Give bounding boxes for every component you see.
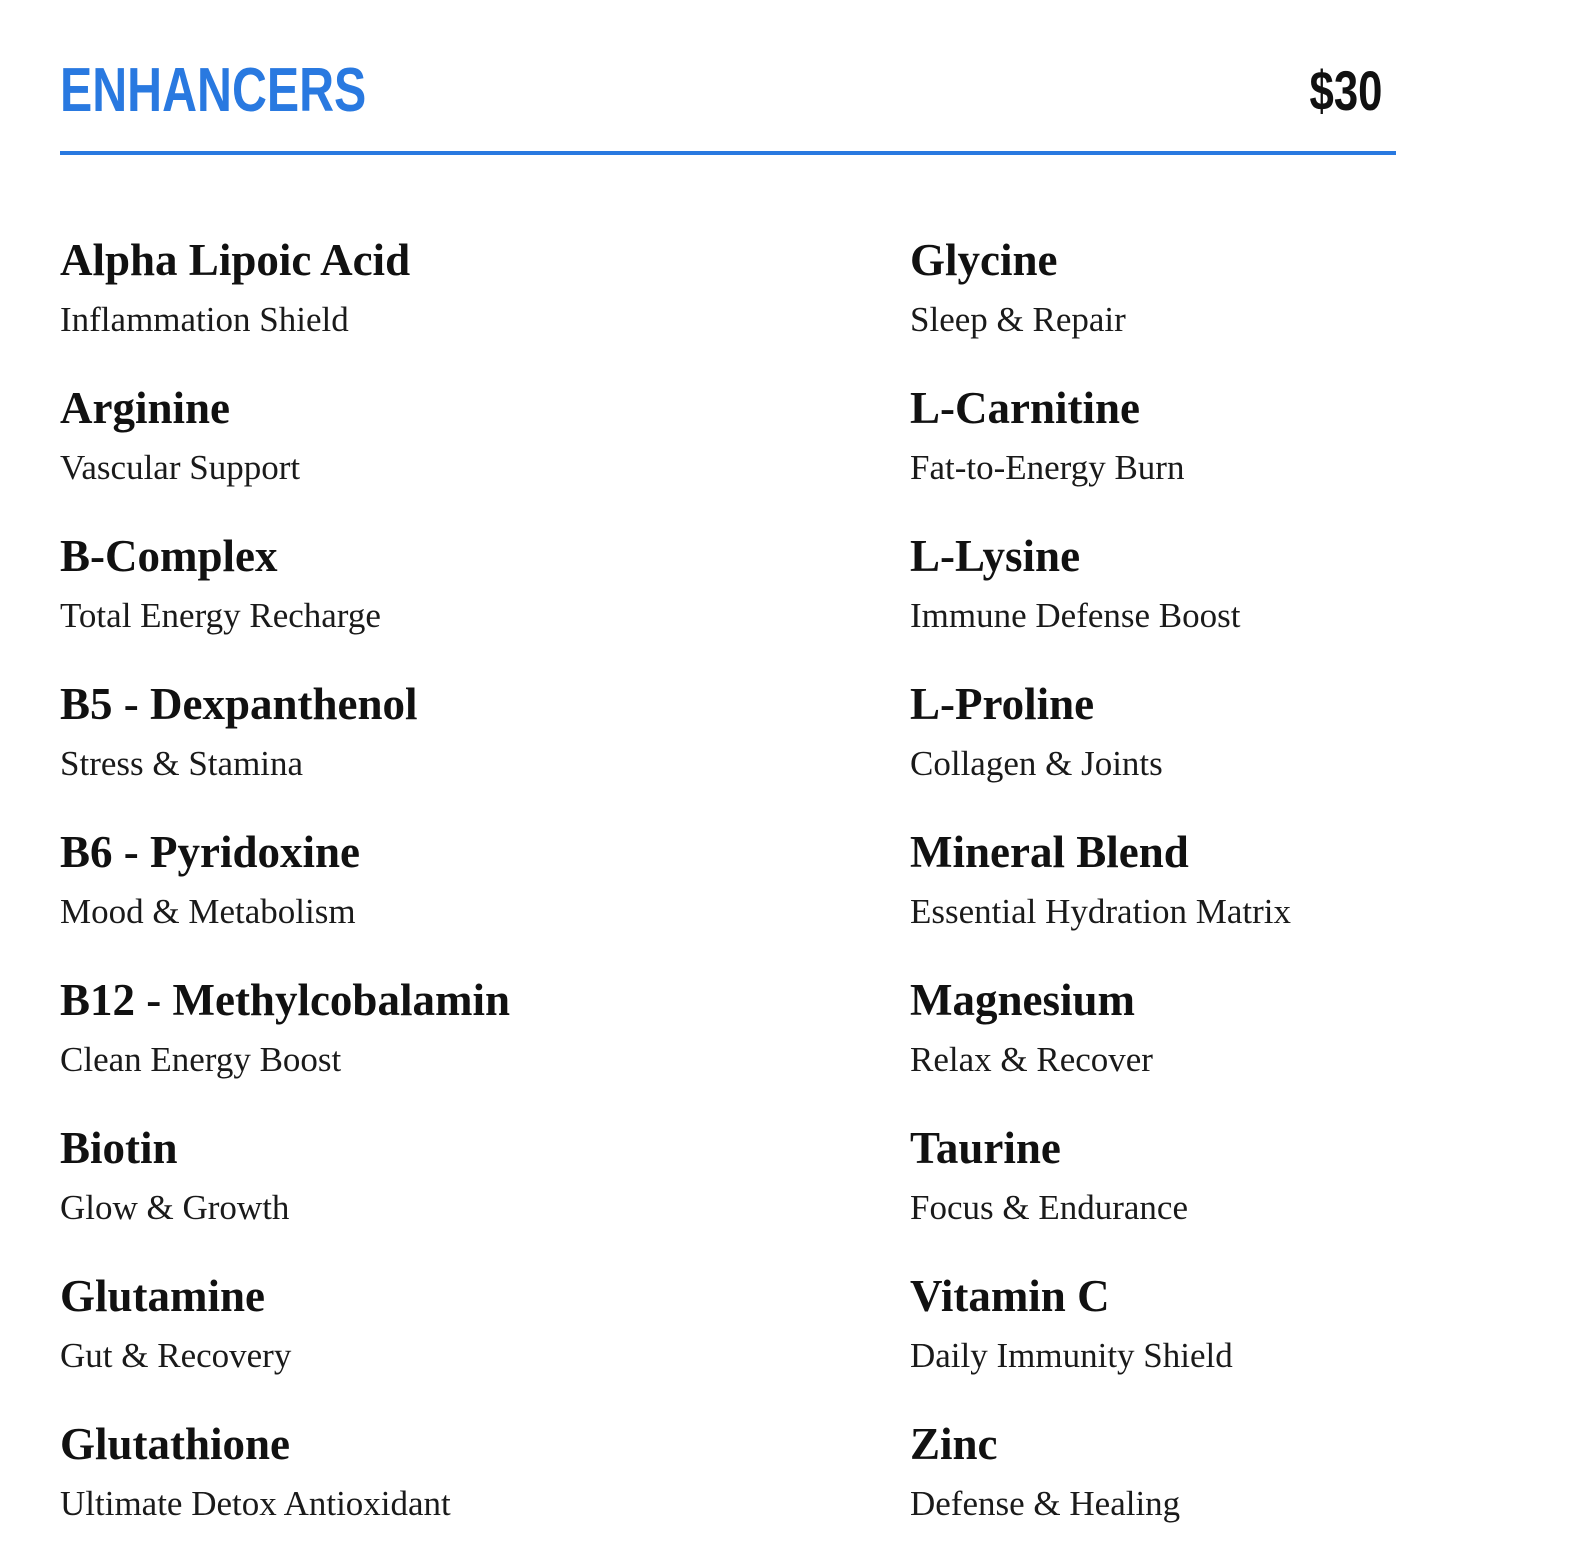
list-item xyxy=(910,674,1291,822)
item-name: Magnesium xyxy=(910,975,1135,1025)
right-item-list xyxy=(910,230,1291,1562)
item-description: Stress & Stamina xyxy=(60,744,304,783)
item-description: Essential Hydration Matrix xyxy=(910,892,1292,931)
list-item xyxy=(60,378,510,526)
list-item xyxy=(60,1266,510,1414)
item-description: Relax & Recover xyxy=(910,1040,1153,1079)
list-item xyxy=(60,230,510,378)
item-name: Glycine xyxy=(910,235,1058,285)
section-price: $30 xyxy=(1309,59,1382,122)
item-description: Inflammation Shield xyxy=(60,300,349,339)
item-description: Clean Energy Boost xyxy=(60,1040,342,1079)
item-name: L-Proline xyxy=(910,679,1095,729)
list-item xyxy=(910,230,1291,378)
item-description: Fat-to-Energy Burn xyxy=(910,448,1185,487)
item-name: Glutathione xyxy=(60,1419,291,1469)
item-name: Glutamine xyxy=(60,1271,266,1321)
left-item-list xyxy=(60,230,510,1562)
list-item xyxy=(60,970,510,1118)
list-item xyxy=(60,1118,510,1266)
list-item xyxy=(910,822,1291,970)
item-description: Daily Immunity Shield xyxy=(910,1336,1233,1375)
item-name: Arginine xyxy=(60,383,231,433)
item-description: Vascular Support xyxy=(60,448,301,487)
item-description: Gut & Recovery xyxy=(60,1336,292,1375)
item-description: Ultimate Detox Antioxidant xyxy=(60,1484,451,1523)
list-item xyxy=(910,970,1291,1118)
item-description: Total Energy Recharge xyxy=(60,596,381,635)
list-item xyxy=(910,378,1291,526)
item-name: Taurine xyxy=(910,1123,1061,1173)
item-description: Immune Defense Boost xyxy=(910,596,1241,635)
section-header xyxy=(60,56,1396,155)
item-name: B-Complex xyxy=(60,531,278,581)
item-name: Vitamin C xyxy=(910,1271,1110,1321)
list-item xyxy=(910,526,1291,674)
item-name: B5 - Dexpanthenol xyxy=(60,679,418,729)
list-item xyxy=(60,1414,510,1562)
item-name: B12 - Methylcobalamin xyxy=(60,975,510,1025)
section-title: ENHANCERS xyxy=(60,56,367,125)
item-description: Sleep & Repair xyxy=(910,300,1126,339)
item-name: Mineral Blend xyxy=(910,827,1189,877)
item-name: Biotin xyxy=(60,1123,178,1173)
list-item xyxy=(910,1118,1291,1266)
item-description: Focus & Endurance xyxy=(910,1188,1188,1227)
item-description: Defense & Healing xyxy=(910,1484,1181,1523)
item-name: Zinc xyxy=(910,1419,998,1469)
list-item xyxy=(910,1414,1291,1562)
item-name: L-Lysine xyxy=(910,531,1081,581)
list-item xyxy=(910,1266,1291,1414)
item-description: Mood & Metabolism xyxy=(60,892,356,931)
item-name: B6 - Pyridoxine xyxy=(60,827,360,877)
list-item xyxy=(60,822,510,970)
list-item xyxy=(60,526,510,674)
item-description: Collagen & Joints xyxy=(910,744,1163,783)
item-description: Glow & Growth xyxy=(60,1188,290,1227)
item-name: L-Carnitine xyxy=(910,383,1140,433)
list-item xyxy=(60,674,510,822)
item-name: Alpha Lipoic Acid xyxy=(60,235,411,285)
